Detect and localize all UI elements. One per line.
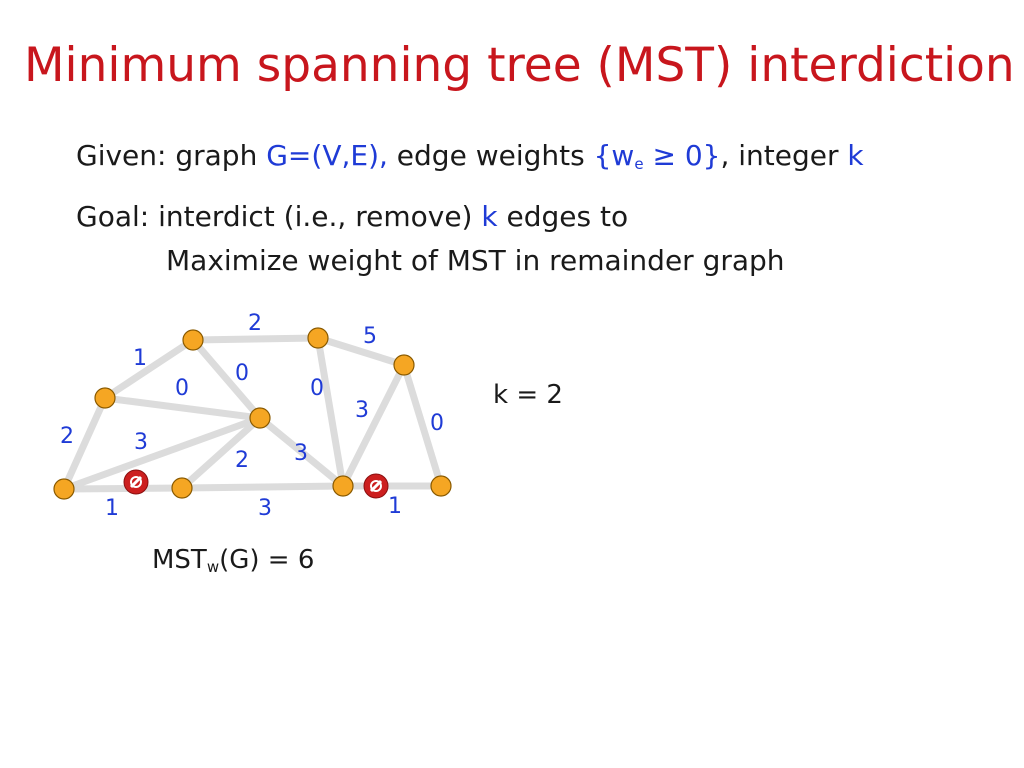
graph-edge bbox=[343, 365, 404, 486]
given-graph-def: G=(V,E), bbox=[266, 139, 388, 172]
edge-weight-label: 0 bbox=[235, 361, 249, 386]
graph-node bbox=[308, 328, 328, 348]
given-k: k bbox=[847, 139, 864, 172]
mst-value-label: $MST_w(G) = 6$ bbox=[152, 545, 315, 576]
graph-node bbox=[250, 408, 270, 428]
slide-title: Minimum spanning tree (MST) interdiction bbox=[24, 38, 1015, 93]
edge-weight-label: 0 bbox=[310, 376, 324, 401]
edge-weight-label: 3 bbox=[355, 398, 369, 423]
graph-edge bbox=[318, 338, 343, 486]
graph-node bbox=[431, 476, 451, 496]
given-weights-set: $\{w_e \ge 0\}$ bbox=[593, 139, 721, 173]
graph-edge bbox=[105, 398, 260, 418]
edge-weight-label: 2 bbox=[235, 448, 249, 473]
graph-node bbox=[172, 478, 192, 498]
edge-weight-label: 0 bbox=[175, 376, 189, 401]
given-text-weights: edge weights bbox=[396, 139, 585, 172]
edge-weight-label: 5 bbox=[363, 324, 377, 349]
edge-weight-label: 2 bbox=[60, 424, 74, 449]
graph-edge bbox=[64, 488, 182, 489]
given-label: Given: bbox=[76, 139, 167, 172]
edge-weight-label: 1 bbox=[133, 346, 147, 371]
graph-node bbox=[54, 479, 74, 499]
graph-node bbox=[95, 388, 115, 408]
graph-diagram bbox=[0, 300, 480, 540]
graph-edge bbox=[193, 338, 318, 340]
goal-line bbox=[76, 200, 628, 233]
graph-node bbox=[394, 355, 414, 375]
graph-edge bbox=[182, 486, 343, 488]
graph-node bbox=[333, 476, 353, 496]
given-line bbox=[76, 139, 864, 173]
goal-text-edges: edges to bbox=[506, 200, 629, 233]
edge-weight-label: 3 bbox=[134, 430, 148, 455]
edge-weight-label: 2 bbox=[248, 311, 262, 336]
graph-edge bbox=[318, 338, 404, 365]
goal-label: Goal: bbox=[76, 200, 150, 233]
edge-weight-label: 0 bbox=[430, 411, 444, 436]
removed-edge-icon bbox=[124, 470, 148, 494]
goal-line-2: Maximize weight of MST in remainder graph bbox=[166, 244, 785, 277]
edge-weight-label: 3 bbox=[294, 441, 308, 466]
graph-edge bbox=[193, 340, 260, 418]
removed-edge-icon bbox=[364, 474, 388, 498]
goal-k: k bbox=[481, 200, 498, 233]
given-text-graph: graph bbox=[175, 139, 258, 172]
edge-weight-label: 1 bbox=[388, 494, 402, 519]
given-text-integer: , integer bbox=[720, 139, 839, 172]
graph-node bbox=[183, 330, 203, 350]
goal-text-interdict: interdict (i.e., remove) bbox=[158, 200, 473, 233]
edge-weight-label: 3 bbox=[258, 496, 272, 521]
edge-weight-label: 1 bbox=[105, 496, 119, 521]
k-value-label: k = 2 bbox=[493, 380, 563, 410]
